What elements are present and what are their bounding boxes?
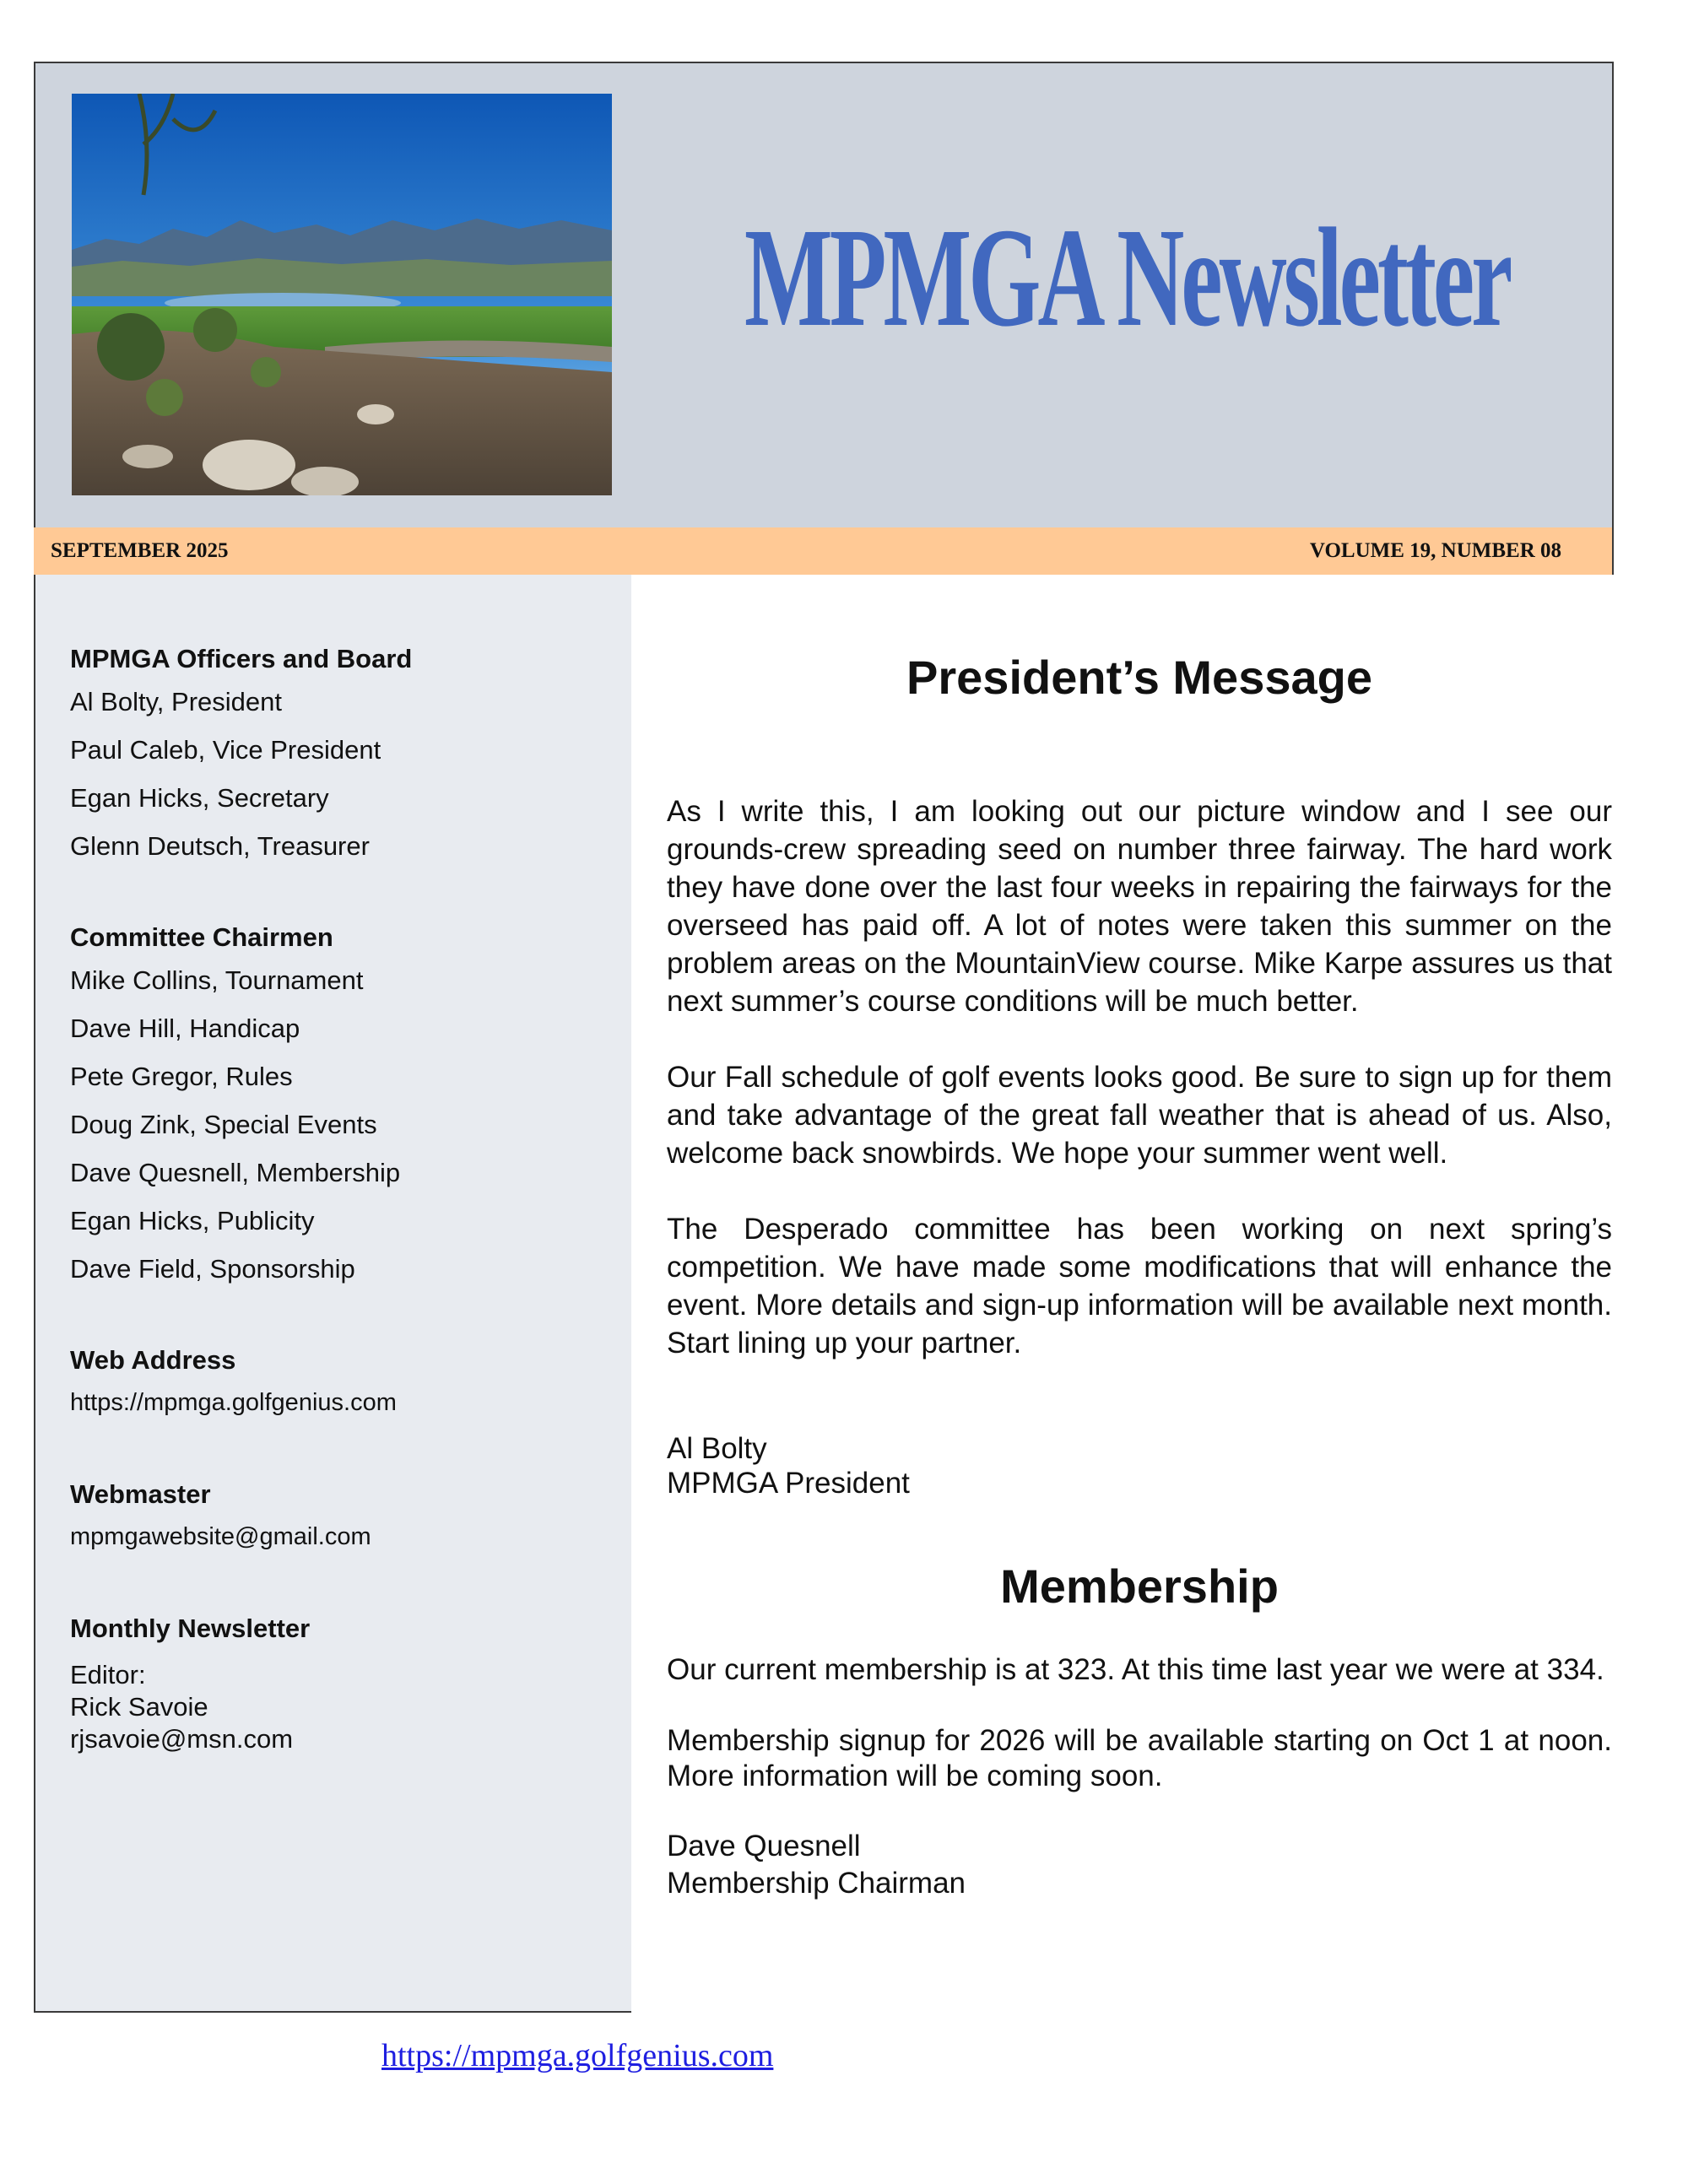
issue-date: SEPTEMBER 2025 <box>51 539 229 562</box>
officer-item: Paul Caleb, Vice President <box>70 735 381 765</box>
officers-heading: MPMGA Officers and Board <box>70 644 413 673</box>
newsletter-heading: Monthly Newsletter <box>70 1614 311 1643</box>
president-message-title: President’s Message <box>906 651 1372 704</box>
committee-item: Mike Collins, Tournament <box>70 965 364 995</box>
main-content <box>667 575 1612 1902</box>
committee-item: Doug Zink, Special Events <box>70 1110 377 1139</box>
editor-label: Editor: <box>70 1660 146 1689</box>
president-signature-title: MPMGA President <box>667 1467 910 1500</box>
president-paragraph: As I write this, I am looking out our picture window and I see our grounds-crew spreading seed on number three fairway. The hard work they have done over the last four weeks in repairing the fairways for the overseed has paid off. A lot of notes were taken this summer on the problem areas on the MountainView course. Mike Karpe assures us that next summer’s course conditions will be much better. <box>667 795 1612 1018</box>
committee-item: Egan Hicks, Publicity <box>70 1206 315 1235</box>
president-paragraph: The Desperado committee has been working on next spring’s competition. We have made some modifications that will enhance the event. More details and sign-up information will be available next month. Start lining up your partner. <box>667 1213 1612 1360</box>
committee-item: Dave Field, Sponsorship <box>70 1254 355 1284</box>
web-address-heading: Web Address <box>70 1345 236 1375</box>
date-band <box>34 527 1614 575</box>
membership-paragraph: Membership signup for 2026 will be available starting on Oct 1 at noon. More information will be coming soon. <box>667 1724 1612 1792</box>
newsletter-header <box>34 62 1614 527</box>
membership-signature-name: Dave Quesnell <box>667 1830 861 1862</box>
golf-course-photo <box>72 94 612 495</box>
newsletter-masthead: MPMGA Newsletter <box>744 199 1510 356</box>
web-address-value: https://mpmga.golfgenius.com <box>70 1389 397 1416</box>
committee-heading: Committee Chairmen <box>70 922 333 952</box>
editor-email: rjsavoie@msn.com <box>70 1724 294 1754</box>
officer-item: Al Bolty, President <box>70 687 282 716</box>
officer-item: Egan Hicks, Secretary <box>70 783 329 813</box>
membership-signature-title: Membership Chairman <box>667 1867 966 1900</box>
webmaster-heading: Webmaster <box>70 1479 211 1509</box>
committee-item: Dave Hill, Handicap <box>70 1014 300 1043</box>
footer-website-link[interactable]: https://mpmga.golfgenius.com <box>381 2038 774 2073</box>
sidebar <box>34 575 631 2013</box>
committee-item: Pete Gregor, Rules <box>70 1062 293 1091</box>
membership-paragraph: Our current membership is at 323. At this time last year we were at 334. <box>667 1653 1604 1686</box>
issue-volume: VOLUME 19, NUMBER 08 <box>1309 539 1561 562</box>
webmaster-email: mpmgawebsite@gmail.com <box>70 1523 371 1550</box>
president-signature-name: Al Bolty <box>667 1432 767 1465</box>
membership-title: Membership <box>1000 1560 1279 1613</box>
editor-name: Rick Savoie <box>70 1692 208 1722</box>
officer-item: Glenn Deutsch, Treasurer <box>70 831 370 861</box>
committee-item: Dave Quesnell, Membership <box>70 1158 401 1187</box>
president-paragraph: Our Fall schedule of golf events looks good. Be sure to sign up for them and take advantage of the great fall weather that is ahead of us. Also, welcome back snowbirds. We hope your summer went well. <box>667 1061 1612 1170</box>
